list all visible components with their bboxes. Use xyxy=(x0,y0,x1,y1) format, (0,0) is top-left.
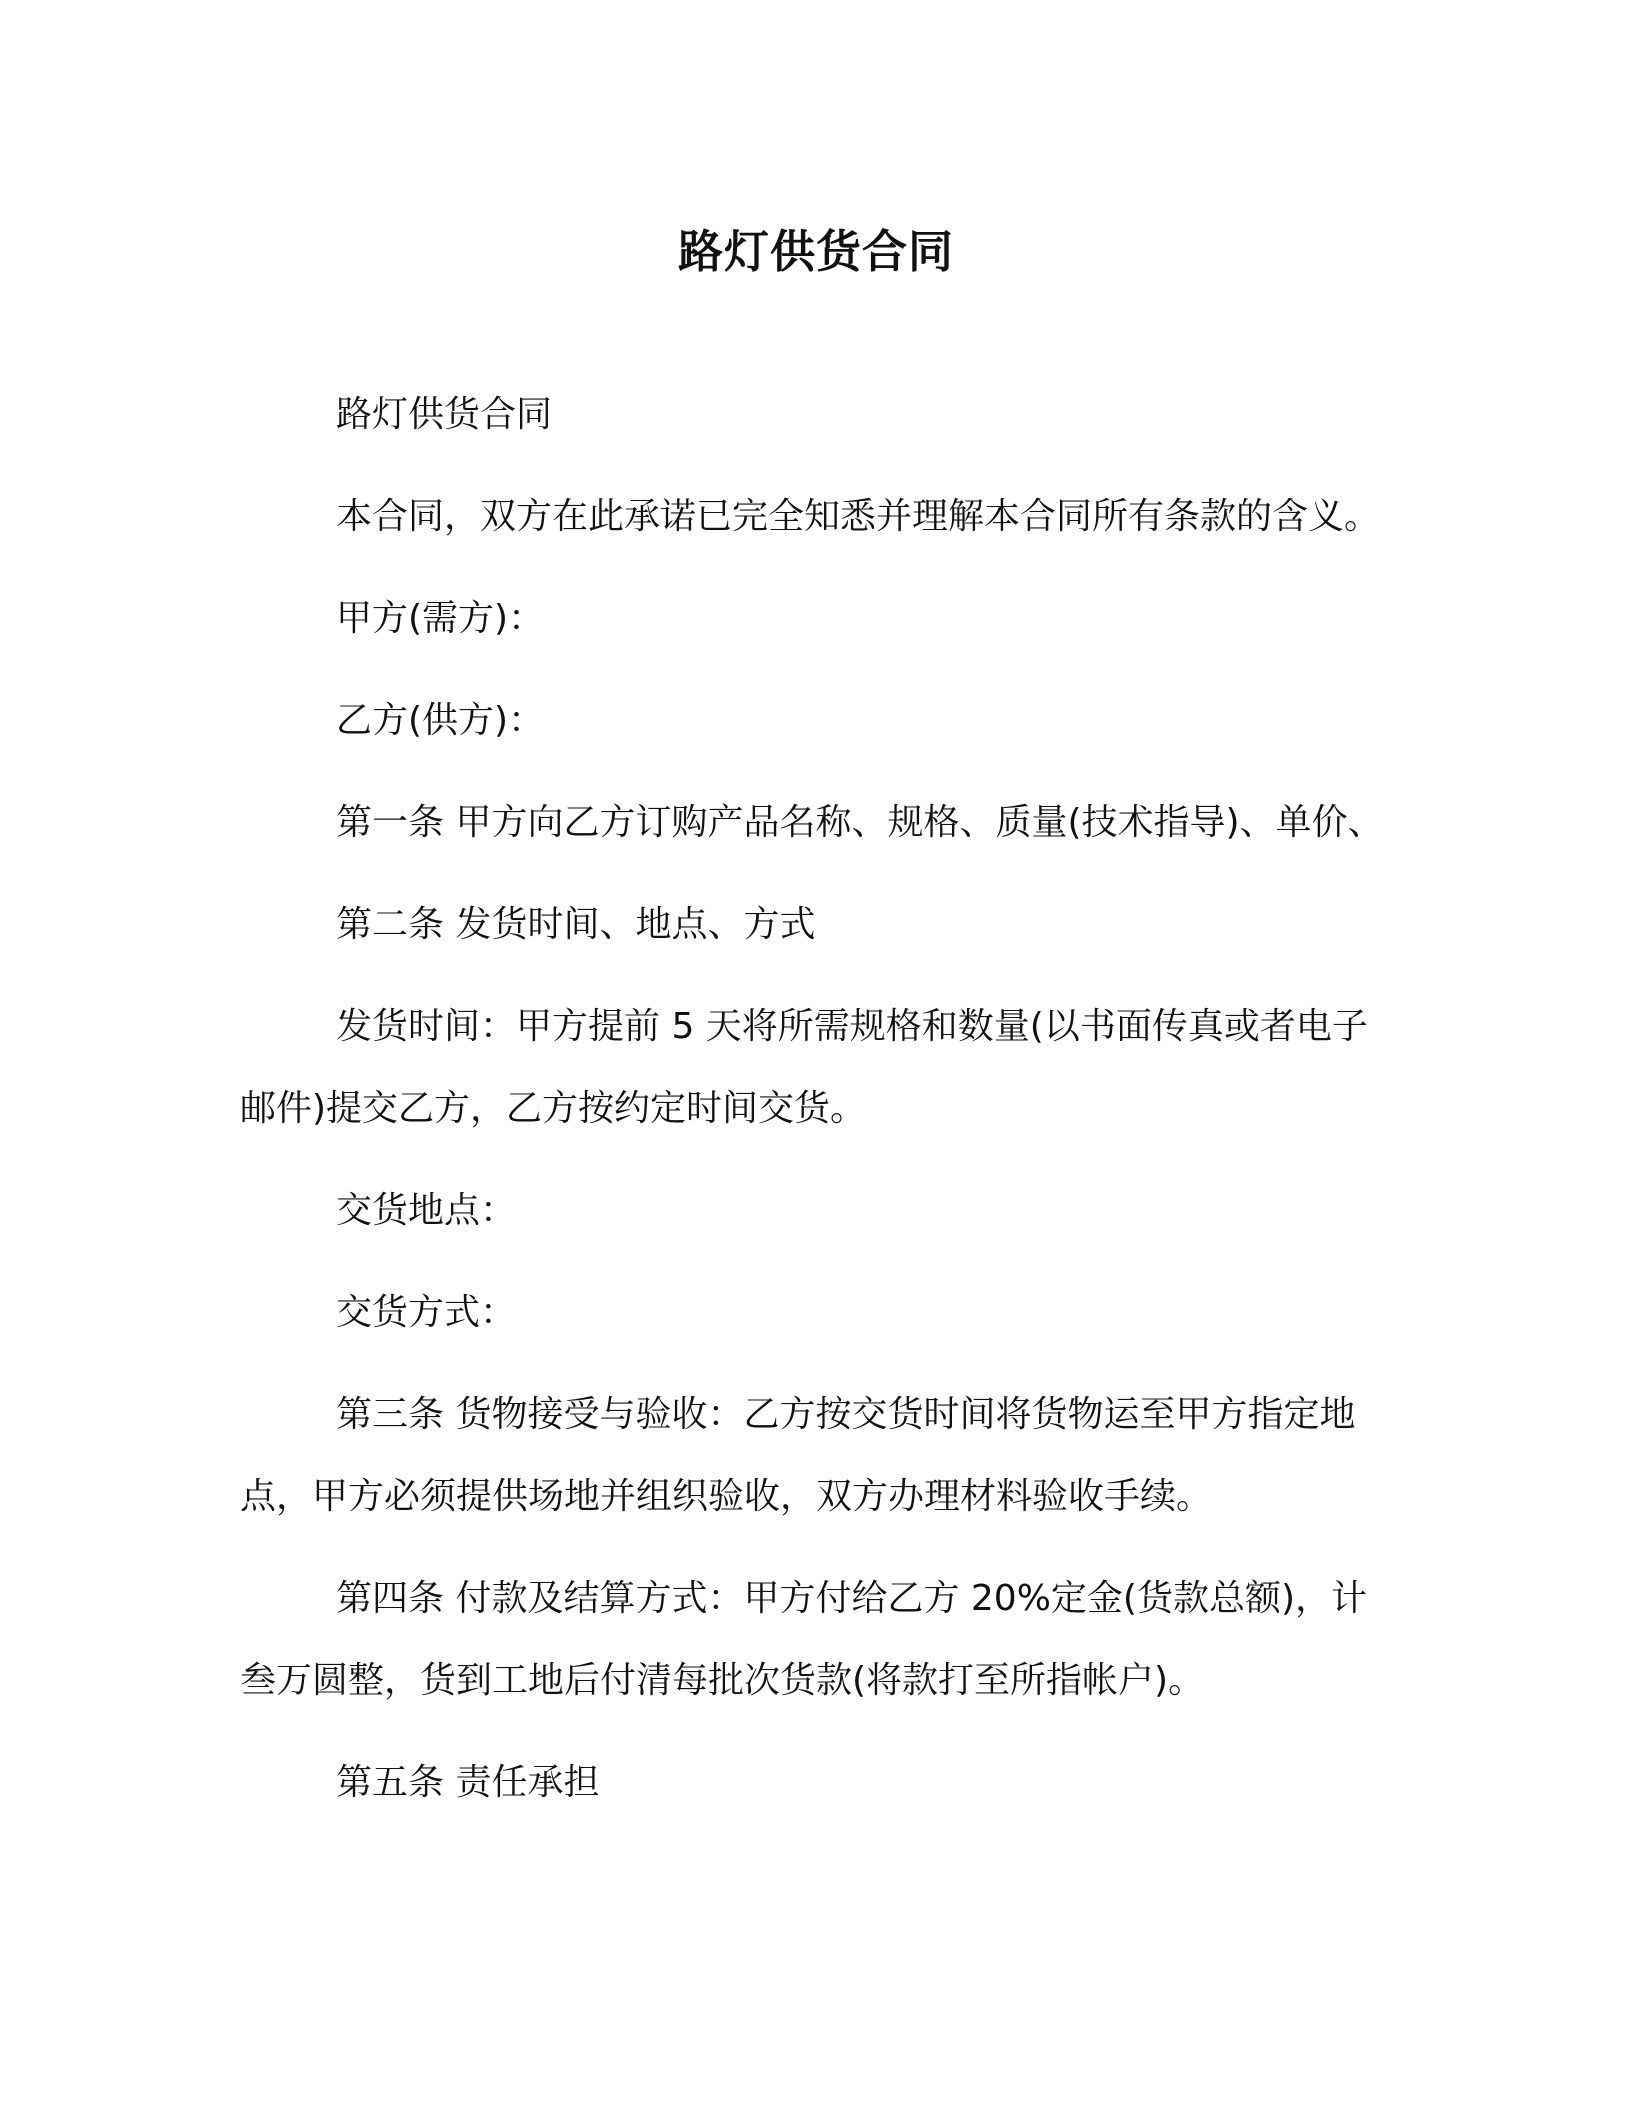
paragraph-party-a: 甲方(需方)： xyxy=(336,598,545,639)
paragraph-intro: 本合同，双方在此承诺已完全知悉并理解本合同所有条款的含义。 xyxy=(336,496,1381,537)
document-body xyxy=(240,390,1400,1860)
paragraph-delivery-place: 交货地点： xyxy=(336,1190,517,1231)
paragraph-article-4: 第四条 付款及结算方式：甲方付给乙方 20%定金(货款总额)，计叁万圆整，货到工地后付清每批次货款(将款打至所指帐户)。 xyxy=(240,1578,1367,1701)
document-title: 路灯供货合同 xyxy=(677,225,954,278)
paragraph-heading: 路灯供货合同 xyxy=(336,394,553,435)
paragraph-delivery-method: 交货方式： xyxy=(336,1292,517,1333)
paragraph-article-5: 第五条 责任承担 xyxy=(336,1762,600,1803)
paragraph-article-3: 第三条 货物接受与验收：乙方按交货时间将货物运至甲方指定地点，甲方必须提供场地并组织验收，双方办理材料验收手续。 xyxy=(240,1394,1356,1517)
paragraph-party-b: 乙方(供方)： xyxy=(336,700,545,741)
paragraph-article-2: 第二条 发货时间、地点、方式 xyxy=(336,904,816,945)
paragraph-article-1: 第一条 甲方向乙方订购产品名称、规格、质量(技术指导)、单价、 xyxy=(336,802,1384,843)
paragraph-delivery-time: 发货时间：甲方提前 5 天将所需规格和数量(以书面传真或者电子邮件)提交乙方，乙方按约定时间交货。 xyxy=(240,1006,1368,1129)
